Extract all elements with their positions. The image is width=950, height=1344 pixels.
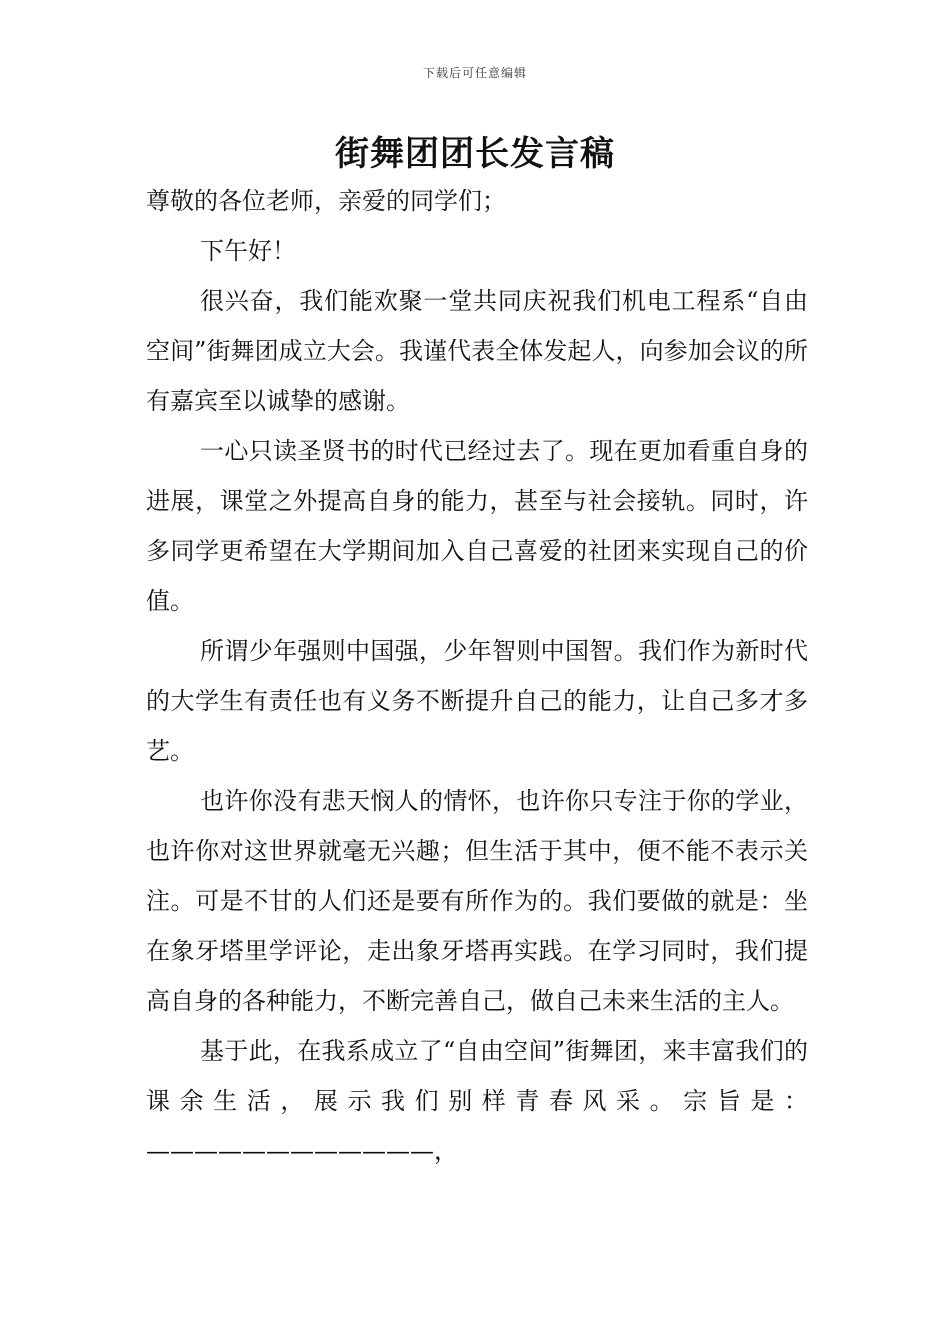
paragraph: 一心只读圣贤书的时代已经过去了。现在更加看重自身的进展，课堂之外提高自身的能力，甚至与社会接轨。同时，许多同学更希望在大学期间加入自己喜爱的社团来实现自己的价值。 <box>146 437 808 615</box>
document-body <box>146 176 808 1176</box>
paragraph: 很兴奋，我们能欢聚一堂共同庆祝我们机电工程系“自由空间”街舞团成立大会。我谨代表全体发起人，向参加会议的所有嘉宾至以诚挚的感谢。 <box>146 287 808 415</box>
greeting: 下午好！ <box>200 237 296 265</box>
header-note: 下载后可任意编辑 <box>422 66 527 80</box>
paragraph: 所谓少年强则中国强，少年智则中国智。我们作为新时代的大学生有责任也有义务不断提升自己的能力，让自己多才多艺。 <box>146 637 808 765</box>
paragraph: 基于此，在我系成立了“自由空间”街舞团，来丰富我们的课余生活，展示我们别样青春风采。宗旨是：————————————， <box>146 1037 808 1165</box>
salutation: 尊敬的各位老师，亲爱的同学们； <box>146 187 506 215</box>
paragraph: 也许你没有悲天悯人的情怀，也许你只专注于你的学业，也许你对这世界就毫无兴趣；但生活于其中，便不能不表示关注。可是不甘的人们还是要有所作为的。我们要做的就是：坐在象牙塔里学评论，走出象牙塔再实践。在学习同时，我们提高自身的各种能力，不断完善自己，做自己未来生活的主人。 <box>146 787 808 1015</box>
document-title: 街舞团团长发言稿 <box>335 134 615 174</box>
